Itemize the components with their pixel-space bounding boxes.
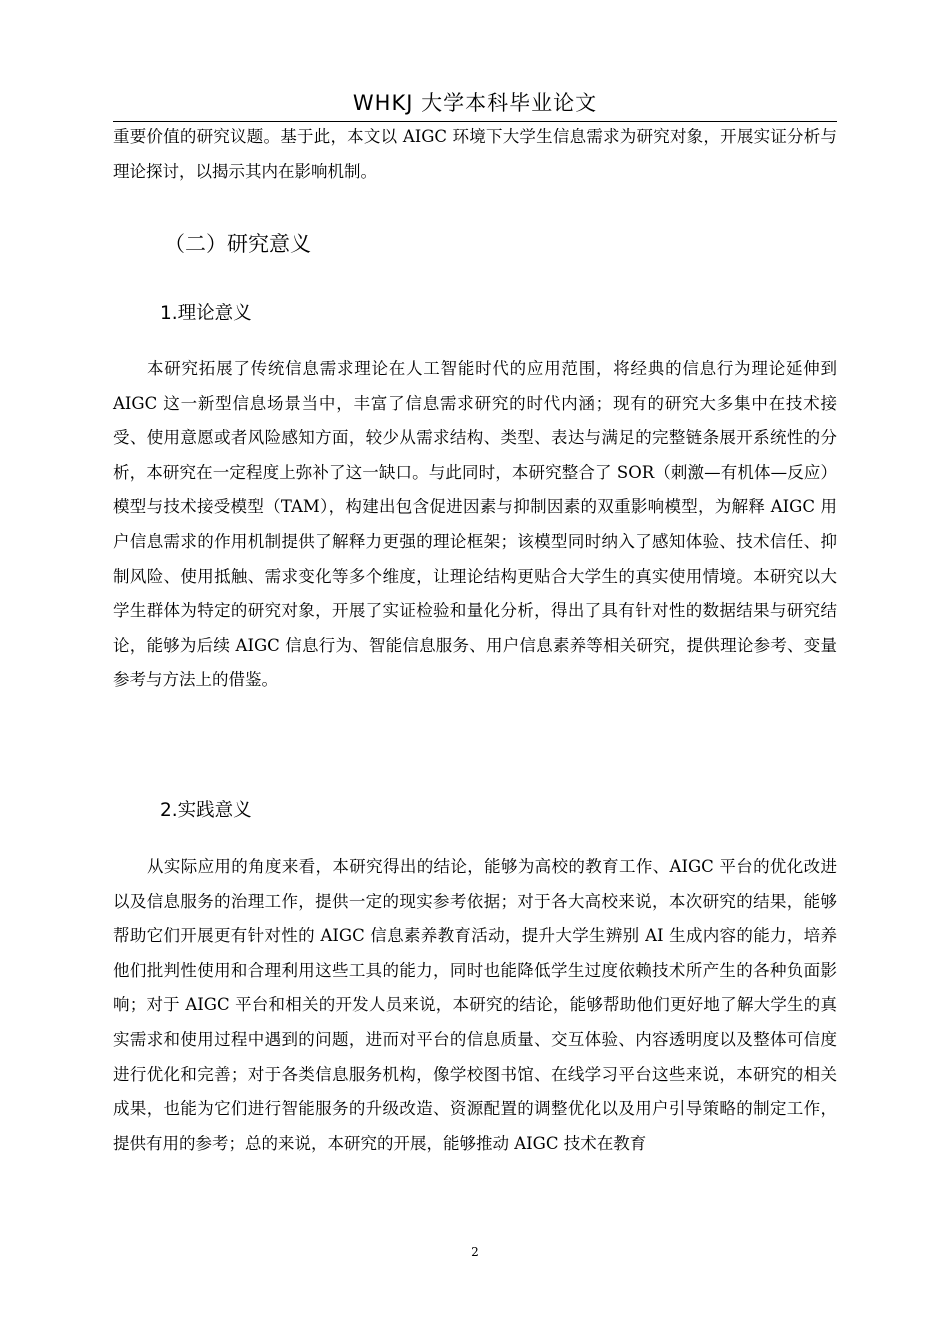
subheading-practical-significance: 2.实践意义	[160, 800, 252, 821]
section-heading: （二）研究意义	[164, 232, 311, 256]
page-number: 2	[471, 1245, 479, 1259]
paragraph-text: 重要价值的研究议题。基于此，本文以 AIGC 环境下大学生信息需求为研究对象，开展实证分析与理论探讨，以揭示其内在影响机制。	[113, 127, 837, 181]
paragraph-text: 从实际应用的角度来看，本研究得出的结论，能够为高校的教育工作、AIGC 平台的优化改进以及信息服务的治理工作，提供一定的现实参考依据；对于各大高校来说，本次研究的结果，能够帮助它们开展更有针对性的 AIGC 信息素养教育活动，提升大学生辨别 AI 生成内容的能力，培养他们批判性使用和合理利用这些工具的能力，同时也能降低学生过度依赖技术所产生的各种负面影响；对于 AIGC 平台和相关的开发人员来说，本研究的结论，能够帮助他们更好地了解大学生的真实需求和使用过程中遇到的问题，进而对平台的信息质量、交互体验、内容透明度以及整体可信度进行优化和完善；对于各类信息服务机构，像学校图书馆、在线学习平台这些来说，本研究的相关成果，也能为它们进行智能服务的升级改造、资源配置的调整优化以及用户引导策略的制定工作，提供有用的参考；总的来说，本研究的开展，能够推动 AIGC 技术在教育	[113, 857, 837, 1153]
subheading-theoretical-significance: 1.理论意义	[160, 303, 252, 324]
continued-paragraph	[113, 120, 837, 189]
practice-paragraph	[113, 850, 837, 1161]
running-header: WHKJ 大学本科毕业论文	[352, 91, 598, 115]
theory-paragraph	[113, 352, 837, 698]
paragraph-text: 本研究拓展了传统信息需求理论在人工智能时代的应用范围，将经典的信息行为理论延伸到 AIGC 这一新型信息场景当中，丰富了信息需求研究的时代内涵；现有的研究大多集中在技术接受、使用意愿或者风险感知方面，较少从需求结构、类型、表达与满足的完整链条展开系统性的分析，本研究在一定程度上弥补了这一缺口。与此同时，本研究整合了 SOR（刺激—有机体—反应）模型与技术接受模型（TAM），构建出包含促进因素与抑制因素的双重影响模型，为解释 AIGC 用户信息需求的作用机制提供了解释力更强的理论框架；该模型同时纳入了感知体验、技术信任、抑制风险、使用抵触、需求变化等多个维度，让理论结构更贴合大学生的真实使用情境。本研究以大学生群体为特定的研究对象，开展了实证检验和量化分析，得出了具有针对性的数据结果与研究结论，能够为后续 AIGC 信息行为、智能信息服务、用户信息素养等相关研究，提供理论参考、变量参考与方法上的借鉴。	[113, 359, 837, 690]
